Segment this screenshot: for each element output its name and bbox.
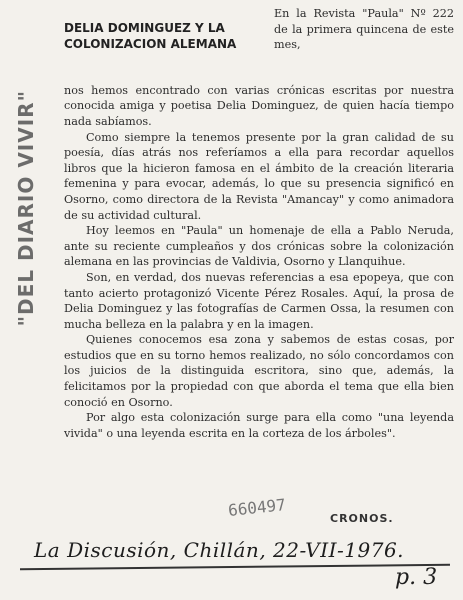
author-signature: CRONOS. <box>330 512 394 525</box>
article-body <box>64 6 454 441</box>
article-headline: DELIA DOMINGUEZ Y LA COLONIZACION ALEMANA <box>64 21 237 51</box>
paragraph: Por algo esta colonización surge para ella como "una leyenda vivida" o una leyenda escrita en la corteza de los árboles". <box>64 411 454 440</box>
handwritten-source: La Discusión, Chillán, 22-VII-1976. <box>34 538 405 562</box>
paragraph: Como siempre la tenemos presente por la gran calidad de su poesía, días atrás nos referíamos a ella para recordar aquellos libros que la hicieron famosa en el ámbito de la creación literaria femenina y para evocar, además, lo que su presencia significó en Osorno, como directora de la Revista "Amancay" y como animadora de su actividad cultural. <box>64 130 454 222</box>
paragraph: nos hemos encontrado con varias crónicas escritas por nuestra conocida amiga y poetisa Delia Dominguez, de quien hacía tiempo nada sabíamos. <box>64 83 454 128</box>
paragraph: Quienes conocemos esa zona y sabemos de estas cosas, por estudios que en su torno hemos realizado, no sólo concordamos con los juicios de la distinguida escritora, sino que, además, la felicitamos por la propiedad con que aborda el tema que ella bien conoció en Osorno. <box>64 333 454 409</box>
article-intro: En la Revista "Paula" Nº 222 de la primera quincena de este mes, <box>274 7 454 52</box>
paragraph: Son, en verdad, dos nuevas referencias a esa epopeya, que con tanto acierto protagonizó Vicente Pérez Rosales. Aquí, la prosa de Delia Dominguez y las fotografías de Carmen Ossa, la resumen con mucha belleza en la palabra y en la imagen. <box>64 270 454 331</box>
handwritten-underline <box>20 564 450 571</box>
section-stamp: "DEL DIARIO VIVIR" <box>14 90 38 327</box>
paragraph: Hoy leemos en "Paula" un homenaje de ella a Pablo Neruda, ante su reciente cumpleaños y dos crónicas sobre la colonización alemana en las provincias de Valdivia, Osorno y Llanquihue. <box>64 224 454 269</box>
pencil-annotation: 660497 <box>227 495 287 520</box>
page-number: p. 3 <box>395 565 438 590</box>
